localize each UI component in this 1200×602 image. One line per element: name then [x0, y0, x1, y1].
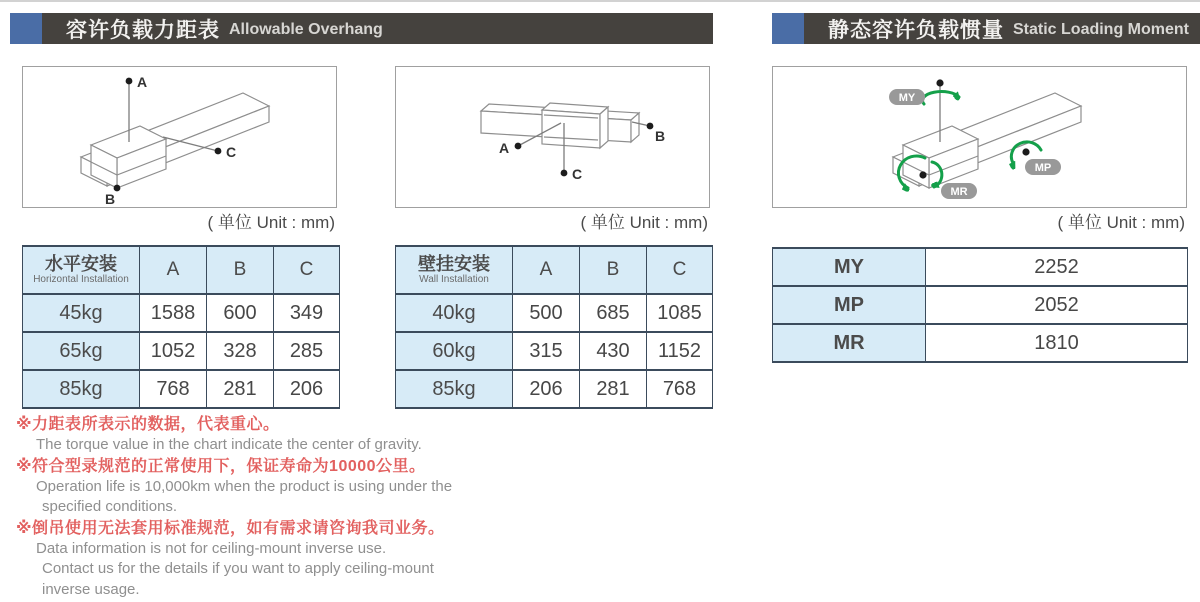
table-row: [23, 370, 340, 408]
value-cell: 500: [513, 294, 580, 332]
table-title-en: Horizontal Installation: [33, 274, 129, 285]
col-header-b: B: [580, 246, 647, 294]
value-cell: 1152: [647, 332, 713, 370]
load-cell: 85kg: [396, 370, 513, 408]
col-header-c: C: [647, 246, 713, 294]
value-cell: 600: [207, 294, 274, 332]
unit-note: ( 单位 Unit : mm): [1057, 213, 1185, 232]
unit-note: ( 单位 Unit : mm): [580, 213, 708, 232]
value-cell: 768: [647, 370, 713, 408]
note-en: inverse usage.: [42, 580, 140, 598]
footnotes: [16, 414, 576, 600]
table-title-en: Wall Installation: [419, 274, 489, 285]
moment-label-cell: MR: [773, 324, 926, 362]
section-header-allowable-overhang: [10, 13, 713, 44]
value-cell: 768: [140, 370, 207, 408]
section-title-cn: 容许负载力距表: [66, 18, 220, 42]
value-cell: 328: [207, 332, 274, 370]
value-cell: 349: [274, 294, 340, 332]
label-a: A: [137, 74, 148, 90]
value-cell: 315: [513, 332, 580, 370]
note-en: Operation life is 10,000km when the product is using under the: [36, 477, 453, 495]
diagram-horizontal-installation: [22, 66, 337, 208]
load-cell: 85kg: [23, 370, 140, 408]
table-row: [396, 370, 713, 408]
moment-value-cell: 1810: [926, 324, 1188, 362]
label-mr: MR: [950, 186, 968, 198]
horizontal-installation-drawing: [23, 67, 336, 207]
diagram-static-moment: [772, 66, 1187, 208]
table-title-cell: [23, 246, 140, 294]
table-row: [773, 286, 1188, 324]
table-row: [23, 294, 340, 332]
col-header-b: B: [207, 246, 274, 294]
note-cn: ※符合型录规范的正常使用下，保证寿命为10000公里。: [16, 457, 426, 475]
col-header-a: A: [513, 246, 580, 294]
section-header-static-loading-moment: [772, 13, 1200, 44]
value-cell: 1588: [140, 294, 207, 332]
table-title-cn: 壁挂安装: [418, 254, 490, 274]
note-en: Data information is not for ceiling-mount inverse use.: [36, 539, 387, 557]
section-title-en: Allowable Overhang: [229, 21, 383, 38]
diagram-wall-installation: [395, 66, 710, 208]
value-cell: 285: [274, 332, 340, 370]
load-cell: 60kg: [396, 332, 513, 370]
blue-accent-square: [772, 13, 804, 44]
moment-label-cell: MP: [773, 286, 926, 324]
label-mp: MP: [1034, 162, 1052, 174]
blue-accent-square: [10, 13, 42, 44]
note-en: specified conditions.: [42, 498, 178, 515]
value-cell: 281: [580, 370, 647, 408]
unit-note: ( 单位 Unit : mm): [207, 213, 335, 232]
value-cell: 206: [513, 370, 580, 408]
horizontal-installation-table: [22, 245, 340, 409]
top-rule: [0, 0, 1200, 2]
static-moment-table: [772, 247, 1188, 363]
col-header-a: A: [140, 246, 207, 294]
value-cell: 1052: [140, 332, 207, 370]
value-cell: 1085: [647, 294, 713, 332]
table-row: [396, 294, 713, 332]
table-title-cell: [396, 246, 513, 294]
label-my: MY: [898, 92, 916, 104]
moment-value-cell: 2052: [926, 286, 1188, 324]
value-cell: 685: [580, 294, 647, 332]
value-cell: 206: [274, 370, 340, 408]
section-title-en: Static Loading Moment: [1013, 21, 1189, 38]
table-row: [773, 248, 1188, 286]
load-cell: 45kg: [23, 294, 140, 332]
value-cell: 430: [580, 332, 647, 370]
table-row: [23, 332, 340, 370]
note-en: Contact us for the details if you want to apply ceiling-mount: [42, 560, 434, 577]
load-cell: 40kg: [396, 294, 513, 332]
table-row: [773, 324, 1188, 362]
table-row: [396, 332, 713, 370]
static-moment-drawing: [773, 67, 1186, 207]
label-b: B: [655, 128, 666, 144]
col-header-c: C: [274, 246, 340, 294]
wall-installation-drawing: [396, 67, 709, 207]
note-en: The torque value in the chart indicate the center of gravity.: [36, 436, 422, 453]
table-title-cn: 水平安装: [45, 254, 117, 274]
section-title-cn: 静态容许负载惯量: [828, 18, 1004, 42]
label-b: B: [105, 191, 116, 207]
label-c: C: [226, 144, 237, 160]
note-cn: ※力距表所表示的数据，代表重心。: [16, 416, 280, 433]
load-cell: 65kg: [23, 332, 140, 370]
wall-installation-table: [395, 245, 713, 409]
label-a: A: [499, 140, 510, 156]
label-c: C: [572, 166, 583, 182]
note-cn: ※倒吊使用无法套用标准规范，如有需求请咨询我司业务。: [16, 519, 445, 537]
value-cell: 281: [207, 370, 274, 408]
moment-label-cell: MY: [773, 248, 926, 286]
moment-value-cell: 2252: [926, 248, 1188, 286]
